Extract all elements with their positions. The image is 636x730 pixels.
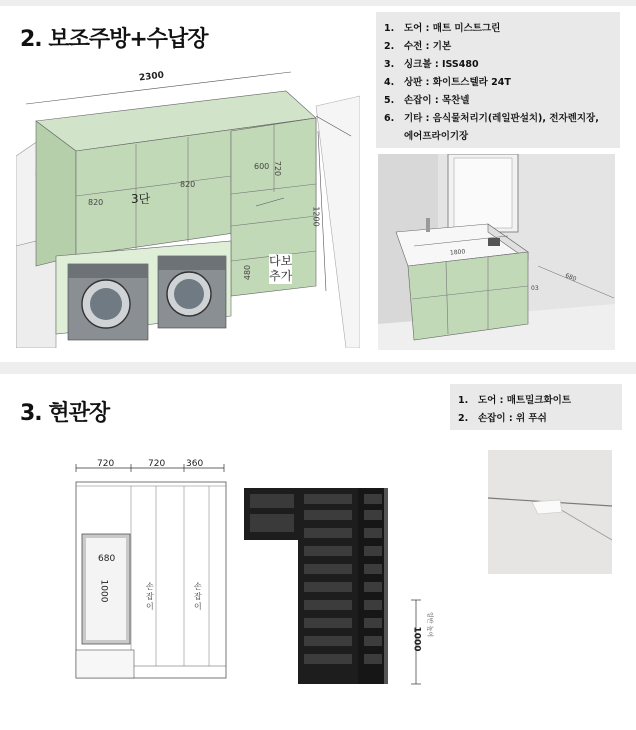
entry-cabinet-3d — [240, 482, 440, 686]
spec-item: 6. 기타 : 음식물처리기(레일판설치), 전자렌지장, 에어프라이기장 — [384, 113, 599, 142]
push-handle-photo — [488, 450, 612, 574]
entry-dim-w2: 720 — [148, 459, 166, 469]
spec-item: 3. 싱크볼 : ISS480 — [384, 59, 479, 70]
entry-right-dim-sub: 일반 높이 — [426, 611, 434, 638]
sink-side-length: 680 — [564, 272, 578, 283]
dim-left-width: 820 — [88, 198, 104, 207]
entry-inner-height: 1000 — [98, 579, 109, 603]
dim-right-width: 600 — [254, 162, 270, 171]
spec-item: 2. 수전 : 기본 — [384, 41, 452, 52]
top-band — [0, 0, 636, 6]
spec-item: 1. 도어 : 매트밀크화이트 — [458, 395, 572, 406]
entry-dim-w3: 360 — [186, 459, 204, 469]
spec-item: 2. 손잡이 : 위 푸쉬 — [458, 413, 547, 424]
section-title-entry: 3. 현관장 — [20, 401, 110, 426]
handle-label-1: 손 잡 이 — [146, 582, 154, 611]
sink-note: 03 — [531, 285, 539, 292]
kitchen-spec-box — [376, 12, 620, 148]
section-title-kitchen: 2. 보조주방+수납장 — [20, 27, 208, 52]
spec-item: 5. 손잡이 : 목찬넬 — [384, 95, 470, 106]
kitchen-cabinet-drawing — [16, 66, 360, 348]
spec-item: 4. 상판 : 화이트스텔라 24T — [384, 77, 511, 88]
sink-counter-width: 1800 — [449, 248, 466, 257]
entry-cabinet-elevation — [64, 454, 234, 686]
dim-drawer-height: 480 — [243, 264, 253, 281]
add-shelf-note: 다보 추가 — [269, 254, 293, 283]
entry-spec-box — [450, 384, 622, 430]
sink-cabinet-drawing — [378, 154, 615, 350]
tier-note: 3단 — [131, 192, 151, 206]
handle-label-2: 손 잡 이 — [194, 582, 202, 611]
spec-item: 1. 도어 : 매트 미스트그린 — [384, 23, 501, 34]
entry-dim-w1: 720 — [97, 459, 115, 469]
entry-inner-width: 680 — [98, 554, 116, 564]
dim-mid-width: 820 — [180, 180, 196, 189]
dim-height-side: 1200 — [311, 206, 321, 227]
dim-width-top: 2300 — [138, 70, 165, 84]
dim-right-depth: 720 — [273, 160, 283, 177]
section-divider — [0, 362, 636, 374]
entry-right-dim: 1000 — [411, 626, 422, 652]
